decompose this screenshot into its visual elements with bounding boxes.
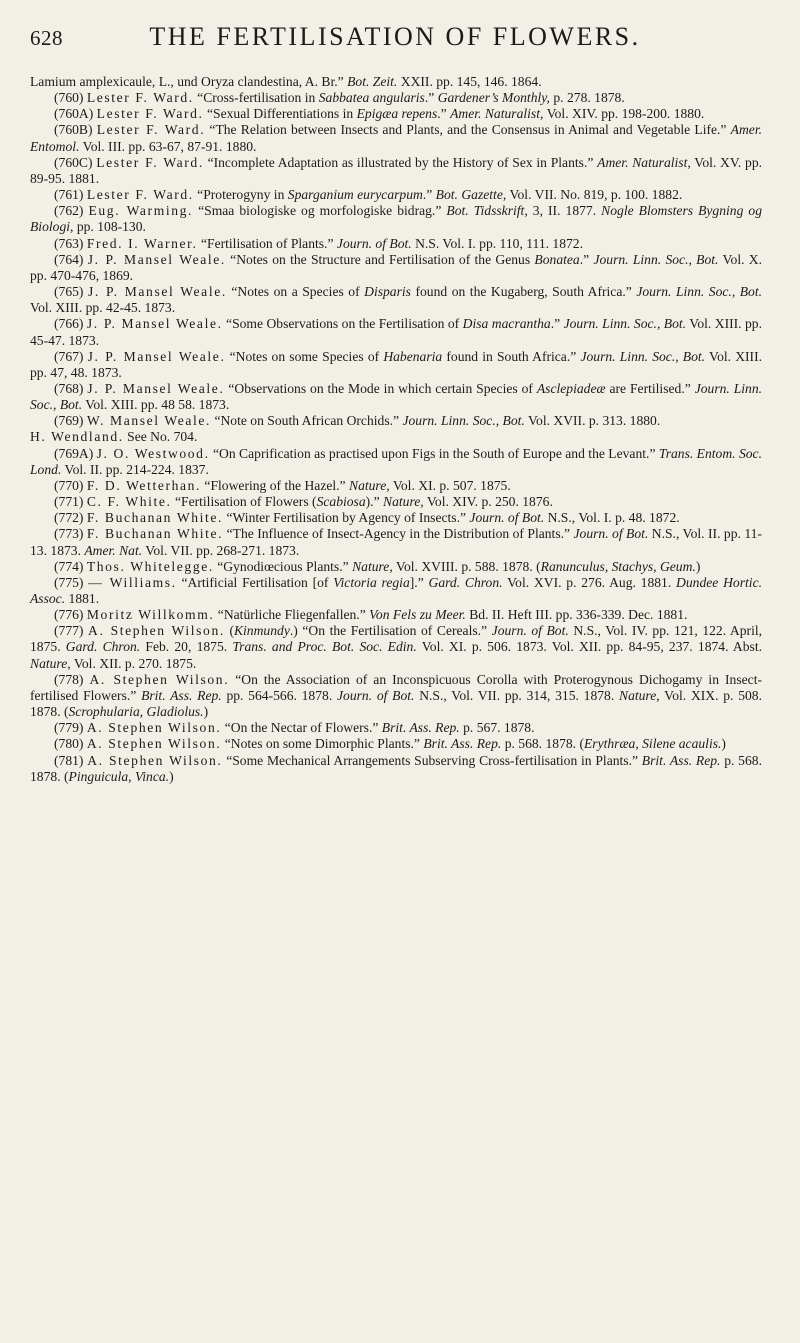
entry-number: (763): [54, 235, 84, 251]
entry-source: Journ. Linn. Soc., Bot.: [402, 413, 525, 429]
entry-title: “Note on South African Orchids.”: [214, 413, 400, 429]
entry-title: “The Influence of Insect-Agency in the Distribution of Plants.”: [226, 526, 571, 542]
entry-details: Vol. XIV. pp. 198-200. 1880.: [546, 106, 705, 122]
bibliography-entry: [30, 106, 762, 122]
bibliography-entry: [30, 672, 762, 720]
entry-details: p. 278. 1878.: [553, 90, 625, 106]
entry-author: F. D. Wetterhan.: [86, 477, 202, 493]
entry-author: J. P. Mansel Weale.: [87, 251, 226, 267]
entry-number: (775): [54, 574, 84, 590]
entry-number: (764): [54, 251, 84, 267]
entry-title: “Notes on some Species of Habenaria found in South Africa.”: [229, 348, 577, 364]
entry-details: Vol. XVI. p. 276. Aug. 1881. Dundee Hortic. Assoc. 1881.: [30, 574, 762, 606]
entry-details: Vol. XIV. p. 250. 1876.: [426, 494, 553, 510]
entry-author: Moritz Willkomm.: [86, 607, 215, 623]
bibliography-entry: [30, 575, 762, 607]
entry-details: Vol. II. pp. 214-224. 1837.: [64, 461, 209, 477]
bibliography-entry: [30, 284, 762, 316]
entry-details: N.S., Vol. II. pp. 11-13. 1873. Amer. Nat. Vol. VII. pp. 268-271. 1873.: [30, 526, 762, 558]
entry-author: F. Buchanan White.: [86, 510, 224, 526]
entry-title: “Some Observations on the Fertilisation of Disa macrantha.”: [226, 316, 561, 332]
entry-details: Vol. XIII. pp. 47, 48. 1873.: [30, 348, 762, 380]
entry-source: Bot. Gazette,: [435, 187, 507, 203]
entry-title: “Notes on a Species of Disparis found on the Kugaberg, South Africa.”: [231, 284, 632, 300]
bibliography-entry: [30, 446, 762, 478]
entry-author: J. P. Mansel Weale.: [87, 348, 226, 364]
entry-source: Nature,: [383, 494, 424, 510]
entry-title: “Winter Fertilisation by Agency of Insects.”: [226, 510, 467, 526]
entry-number: (762): [54, 203, 84, 219]
entry-title: “Notes on some Dimorphic Plants.”: [224, 736, 420, 752]
entry-source: Gardener’s Monthly,: [437, 90, 550, 106]
entry-title: (Kinmundy.) “On the Fertilisation of Cereals.”: [229, 623, 488, 639]
entry-details: Vol. XIII. pp. 45-47. 1873.: [30, 316, 762, 348]
bibliography-entry: [30, 494, 762, 510]
entry-number: (761): [54, 187, 84, 203]
entry-author: J. P. Mansel Weale.: [87, 284, 227, 300]
entry-details: Vol. XVII. p. 313. 1880.: [527, 413, 661, 429]
entry-author: Thos. Whitelegge.: [86, 558, 214, 574]
bibliography-entry: [30, 510, 762, 526]
bibliography-entry: [30, 753, 762, 785]
entry-number: (781): [54, 752, 84, 768]
entry-number: (766): [54, 316, 84, 332]
entry-source: Bot. Tidsskrift,: [446, 203, 528, 219]
entry-source: Journ. of Bot.: [469, 510, 545, 526]
entry-details: Vol. XIII. pp. 42-45. 1873.: [30, 300, 176, 316]
bibliography-entry: [30, 349, 762, 381]
entry-title: “Fertilisation of Flowers (Scabiosa).”: [174, 494, 380, 510]
entry-title: “Cross-fertilisation in Sabbatea angularis.”: [197, 90, 435, 106]
entry-number: (776): [54, 607, 84, 623]
entry-title: “Notes on the Structure and Fertilisation of the Genus Bonatea.”: [230, 251, 590, 267]
entry-author: F. Buchanan White.: [86, 526, 224, 542]
entry-details: N.S., Vol. IV. pp. 121, 122. April, 1875. Gard. Chron. Feb. 20, 1875. Trans. and Proc. Bot. Soc. Edin. Vol. XI. p. 506. 1873. Vol. XII. pp. 84-95, 237. 1874. Abst. Nature, Vol. XII. p. 270. 1875.: [30, 623, 763, 671]
entry-author: J. P. Mansel Weale.: [87, 380, 225, 396]
entry-number: (760C): [54, 154, 93, 170]
entry-details: p. 567. 1878.: [463, 720, 535, 736]
entry-source: Journ. Linn. Soc., Bot.: [636, 284, 762, 300]
entry-source: Journ. Linn. Soc., Bot.: [580, 348, 706, 364]
entry-number: (772): [54, 510, 84, 526]
entry-title: “Artificial Fertilisation [of Victoria regia].”: [181, 574, 424, 590]
entry-title: “Some Mechanical Arrangements Subserving Cross-fertilisation in Plants.”: [226, 752, 639, 768]
entry-title: “Proterogyny in Sparganium eurycarpum.”: [197, 187, 433, 203]
entry-source: Amer. Naturalist,: [597, 154, 691, 170]
entry-source: Brit. Ass. Rep.: [423, 736, 502, 752]
entry-source: Journ. of Bot.: [491, 623, 569, 639]
entry-details: N.S. Vol. I. pp. 110, 111. 1872.: [415, 235, 584, 251]
entry-details: XXII. pp. 145, 146. 1864.: [400, 74, 542, 89]
entry-title: “Smaa biologiske og morfologiske bidrag.”: [198, 203, 442, 219]
entry-source: Brit. Ass. Rep.: [381, 720, 460, 736]
entry-source: Journ. Linn. Soc., Bot.: [593, 251, 719, 267]
entry-author: Lester F. Ward.: [86, 187, 194, 203]
entry-source: Amer. Naturalist,: [450, 106, 544, 122]
entry-details: Vol. XV. pp. 89-95. 1881.: [30, 154, 763, 186]
entry-author: A. Stephen Wilson.: [86, 720, 222, 736]
entry-author: — Williams.: [88, 574, 177, 590]
entry-title: Lamium amplexicaule, L., und Oryza clandestina, A. Br.”: [30, 74, 344, 89]
entry-title: “Gynodiœcious Plants.”: [217, 558, 349, 574]
entry-author: Lester F. Ward.: [96, 122, 206, 138]
entry-source: Gard. Chron.: [428, 574, 503, 590]
bibliography-entry: [30, 607, 762, 623]
entry-details: 3, II. 1877. Nogle Blomsters Bygning og Biologi, pp. 108-130.: [30, 203, 763, 235]
entry-author: Lester F. Ward.: [96, 154, 204, 170]
entry-number: (780): [54, 736, 84, 752]
entry-number: (769A): [54, 445, 94, 461]
entry-source: Nature,: [349, 477, 390, 493]
entry-source: Nature,: [352, 558, 393, 574]
entry-number: (767): [54, 348, 84, 364]
entry-source: Brit. Ass. Rep.: [641, 752, 721, 768]
entry-author: A. Stephen Wilson.: [87, 752, 223, 768]
entry-author: Fred. I. Warner.: [86, 235, 198, 251]
entry-details: Vol. X. pp. 470-476, 1869.: [30, 251, 762, 283]
entry-author: C. F. White.: [86, 494, 172, 510]
entry-author: A. Stephen Wilson.: [88, 623, 225, 639]
entry-number: (769): [54, 413, 84, 429]
entry-author: J. O. Westwood.: [96, 445, 210, 461]
bibliography-entry: [30, 623, 762, 671]
page-header: [30, 22, 760, 62]
bibliography-entry: [30, 203, 762, 235]
entry-details: p. 568. 1878. (Erythræa, Silene acaulis.): [504, 736, 726, 752]
entry-author: J. P. Mansel Weale.: [86, 316, 223, 332]
entry-source: Journ. of Bot.: [573, 526, 649, 542]
entry-source: Journ. Linn. Soc., Bot.: [30, 380, 763, 413]
running-title: THE FERTILISATION OF FLOWERS.: [149, 22, 641, 51]
entry-number: (779): [54, 720, 84, 736]
entry-details: N.S., Vol. I. p. 48. 1872.: [547, 510, 680, 526]
bibliography-entry: [30, 429, 762, 445]
entry-source: Brit. Ass. Rep.: [141, 687, 222, 703]
entry-details: Vol. XIII. pp. 48 58. 1873.: [85, 397, 230, 413]
entry-title: “Incomplete Adaptation as illustrated by the History of Sex in Plants.”: [207, 154, 594, 170]
bibliography-entry: [30, 90, 762, 106]
entry-number: (765): [54, 284, 84, 300]
entry-source: Journ. Linn. Soc., Bot.: [563, 316, 687, 332]
bibliography-entry: [30, 74, 762, 90]
bibliography-entry: [30, 526, 762, 558]
entry-details: Vol. XI. p. 507. 1875.: [392, 477, 511, 493]
bibliography-entry: [30, 155, 762, 187]
bibliography-list: [30, 74, 762, 785]
entry-details: p. 568. 1878. (Pinguicula, Vinca.): [30, 752, 762, 784]
entry-number: (771): [54, 494, 84, 510]
entry-number: (768): [54, 380, 84, 396]
entry-number: (778): [54, 671, 84, 687]
entry-author: W. Mansel Weale.: [86, 413, 212, 429]
entry-details: Vol. III. pp. 63-67, 87-91. 1880.: [82, 138, 257, 154]
entry-title: “On Caprification as practised upon Figs in the South of Europe and the Levant.”: [213, 445, 656, 461]
entry-source: Journ. of Bot.: [336, 235, 412, 251]
entry-author: A. Stephen Wilson.: [86, 736, 222, 752]
entry-number: (777): [54, 623, 84, 639]
entry-source: Trans. Entom. Soc. Lond.: [30, 445, 762, 477]
entry-author: A. Stephen Wilson.: [89, 671, 230, 687]
bibliography-entry: [30, 236, 762, 252]
entry-title: “Flowering of the Hazel.”: [204, 477, 346, 493]
entry-title: “On the Association of an Inconspicuous Corolla with Proterogynous Dichogamy in Insect-fertilised Flowers.”: [30, 671, 762, 703]
entry-author: H. Wendland.: [30, 429, 124, 445]
entry-source: Von Fels zu Meer.: [369, 607, 466, 623]
entry-source: Bot. Zeit.: [347, 74, 398, 89]
entry-details: Bd. II. Heft III. pp. 336-339. Dec. 1881.: [469, 607, 688, 623]
entry-number: (760A): [54, 106, 94, 122]
entry-number: (773): [54, 526, 84, 542]
entry-details: Vol. XVIII. p. 588. 1878. (Ranunculus, Stachys, Geum.): [395, 558, 701, 574]
entry-title: “On the Nectar of Flowers.”: [224, 720, 379, 736]
entry-author: Eug. Warming.: [88, 203, 194, 219]
bibliography-entry: [30, 252, 762, 284]
entry-title: “Natürliche Fliegenfallen.”: [217, 607, 366, 623]
bibliography-entry: [30, 381, 762, 413]
entry-number: (770): [54, 477, 84, 493]
bibliography-entry: [30, 187, 762, 203]
bibliography-entry: [30, 720, 762, 736]
entry-details: Vol. VII. No. 819, p. 100. 1882.: [509, 187, 683, 203]
entry-source: Amer. Entomol.: [30, 122, 763, 154]
bibliography-entry: [30, 478, 762, 494]
entry-title: “The Relation between Insects and Plants, and the Consensus in Animal and Vegetable Life.”: [209, 122, 727, 138]
entry-title: See No. 704.: [127, 429, 198, 445]
page-number: 628: [30, 26, 63, 50]
entry-number: (760B): [54, 122, 93, 138]
entry-details: pp. 564-566. 1878. Journ. of Bot. N.S., Vol. VII. pp. 314, 315. 1878. Nature, Vol. XIX. p. 508. 1878. (Scrophularia, Gladiolus.): [30, 687, 762, 720]
entry-number: (774): [54, 558, 84, 574]
entry-title: “Sexual Differentiations in Epigæa repens.”: [206, 106, 447, 122]
entry-title: “Fertilisation of Plants.”: [200, 235, 334, 251]
entry-number: (760): [54, 90, 84, 106]
entry-author: Lester F. Ward.: [96, 106, 204, 122]
bibliography-entry: [30, 122, 762, 154]
entry-title: “Observations on the Mode in which certain Species of Asclepiadeæ are Fertilised.”: [228, 380, 691, 396]
entry-author: Lester F. Ward.: [86, 90, 194, 106]
bibliography-entry: [30, 736, 762, 752]
bibliography-entry: [30, 316, 762, 348]
bibliography-entry: [30, 413, 762, 429]
bibliography-entry: [30, 559, 762, 575]
